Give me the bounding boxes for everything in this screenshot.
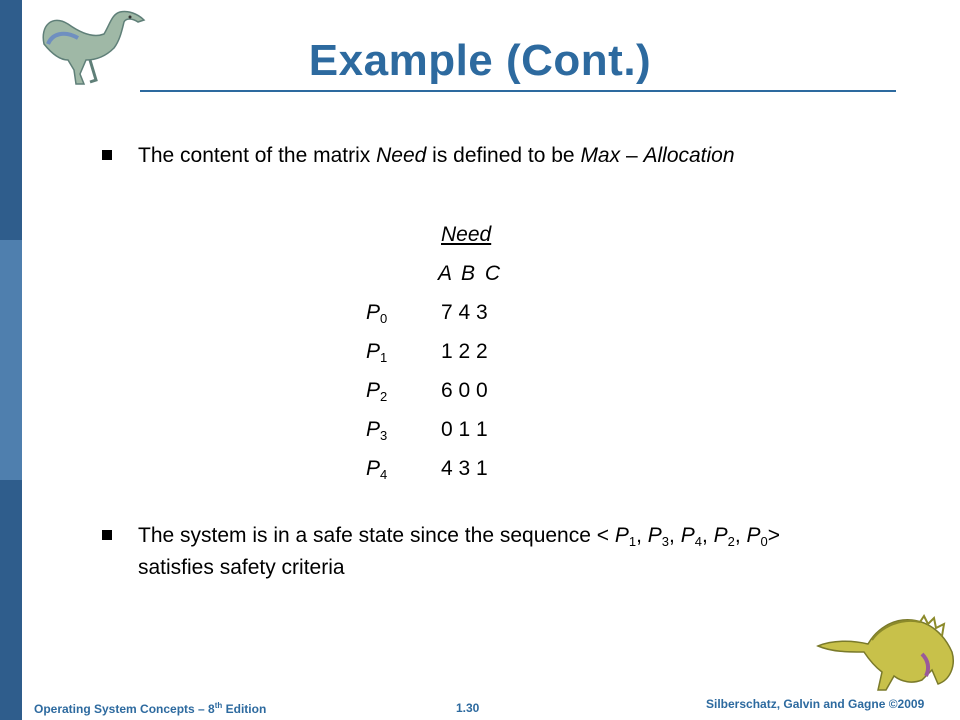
title-divider [140,90,896,92]
need-matrix-columns: A B C [438,262,501,285]
sidebar-segment-bottom [0,480,22,720]
need-values: 7 4 3 [441,301,488,324]
need-values: 4 3 1 [441,457,488,480]
bullet-marker [102,150,112,160]
process-label: $P_1$ [366,340,388,365]
footer-authors: Silberschatz, Galvin and Gagne ©2009 [706,697,925,711]
footer-book-title: Operating System Concepts – 8th Edition [34,701,267,716]
bullet2-prefix: The system is in a safe state since the sequence < [138,524,615,547]
slide-title: Example (Cont.) [308,36,652,85]
left-sidebar-bar [0,0,22,720]
bullet2-line2: satisfies safety criteria [138,556,345,579]
bullet1-dash: – [620,144,644,167]
sidebar-segment-middle [0,240,22,480]
dinosaur-logo-bottom [812,610,958,694]
bullet-marker [102,530,112,540]
process-label: $P_2$ [366,379,388,404]
need-values: 1 2 2 [441,340,488,363]
bullet1-max-term: Max [580,144,621,167]
bullet-text-safe-state: The system is in a safe state since the sequence < $P_1$, $P_3$, $P_4$, $P_2$, $P_0>$ satisfies safety criteria [138,524,781,579]
bullet1-middle: is defined to be [426,144,581,167]
need-values: 0 1 1 [441,418,488,441]
need-matrix-header: Need [441,223,492,246]
bullet1-allocation-term: Allocation [643,144,735,167]
bullet1-prefix: The content of the matrix [138,144,377,167]
bullet1-need-term: Need [376,144,427,167]
bullet-text-need-definition [138,143,735,169]
need-values: 6 0 0 [441,379,488,402]
process-label: $P_4$ [366,457,388,482]
process-label: $P_0$ [366,301,388,326]
process-label: $P_3$ [366,418,388,443]
footer-page-number: 1.30 [456,701,480,715]
